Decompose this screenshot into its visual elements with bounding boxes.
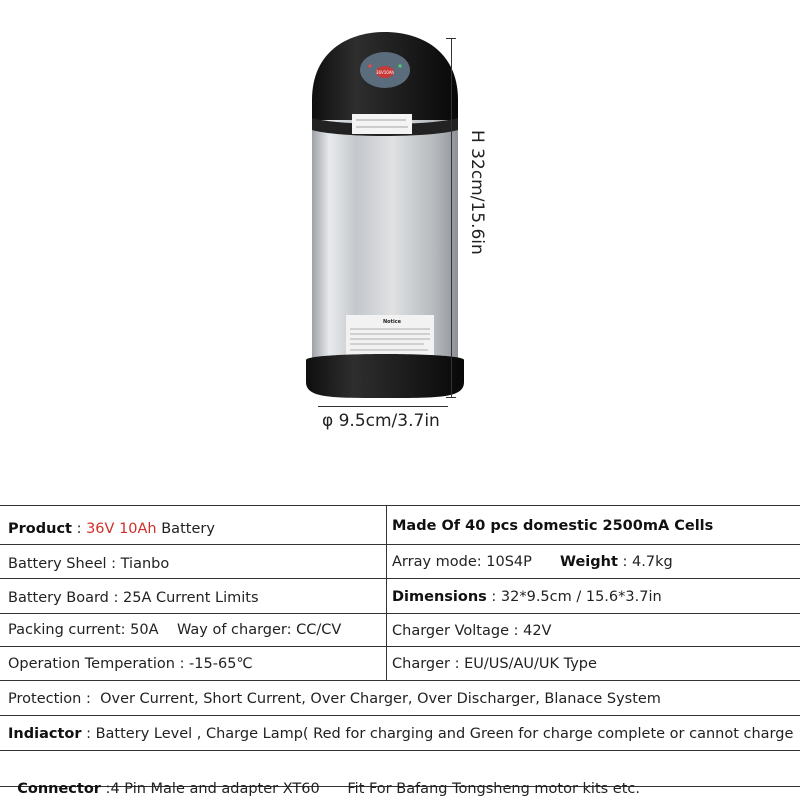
product-capacity: 10Ah [119,521,157,537]
battery-cap-label: 36V10Ah [375,70,395,75]
row-divider [0,715,800,716]
weight-cell [560,553,673,571]
table-top-border [0,505,800,506]
height-tick-bottom [446,397,456,398]
product-voltage: 36V [86,521,115,537]
packing-cell: Packing current: 50A Way of charger: CC/CV [8,622,342,638]
row-divider [0,750,800,751]
shell-cell: Battery Sheel : Tianbo [8,556,170,572]
notice-label: Notice [382,319,402,325]
row-divider [0,544,800,545]
dimensions-label: Dimensions [392,589,487,605]
weight-label: Weight [560,554,618,570]
row-divider [0,680,800,681]
row-divider [0,646,800,647]
protection-cell: Protection : Over Current, Short Current, Over Charger, Over Discharger, Blanace System [8,691,661,707]
dimensions-cell [392,588,662,606]
row-divider [0,578,800,579]
board-cell: Battery Board : 25A Current Limits [8,590,259,606]
charger-cell: Charger : EU/US/AU/UK Type [392,656,597,672]
height-label-text: H 32cm/15.6in [467,130,487,255]
product-suffix: Battery [156,521,215,537]
column-divider [386,505,387,680]
dimensions-value: : 32*9.5cm / 15.6*3.7in [486,589,662,605]
indicator-cell [8,725,793,743]
height-tick-top [446,38,456,39]
array-cell: Array mode: 10S4P [392,554,532,570]
product-sep: : [71,521,87,537]
indicator-value: : Battery Level , Charge Lamp( Red for charging and Green for charge complete or cannot charge [81,726,794,742]
weight-value: : 4.7kg [617,554,673,570]
serial-sticker [352,114,412,134]
connector-cell [8,762,640,798]
cells-cell: Made Of 40 pcs domestic 2500mA Cells [392,518,714,534]
battery-base [306,354,464,398]
product-cell [8,520,215,538]
connector-value: :4 Pin Male and adapter XT60 Fit For Bafang Tongsheng motor kits etc. [100,781,640,797]
temperature-cell: Operation Temperation : -15-65℃ [8,656,253,672]
connector-label: Connector [17,781,101,797]
diameter-dimension-line [318,406,448,407]
indicator-label: Indiactor [8,726,82,742]
row-divider [0,613,800,614]
height-label [432,130,492,270]
charger-voltage-cell: Charger Voltage : 42V [392,623,552,639]
diameter-label: φ 9.5cm/3.7in [322,411,440,431]
product-label: Product [8,521,72,537]
